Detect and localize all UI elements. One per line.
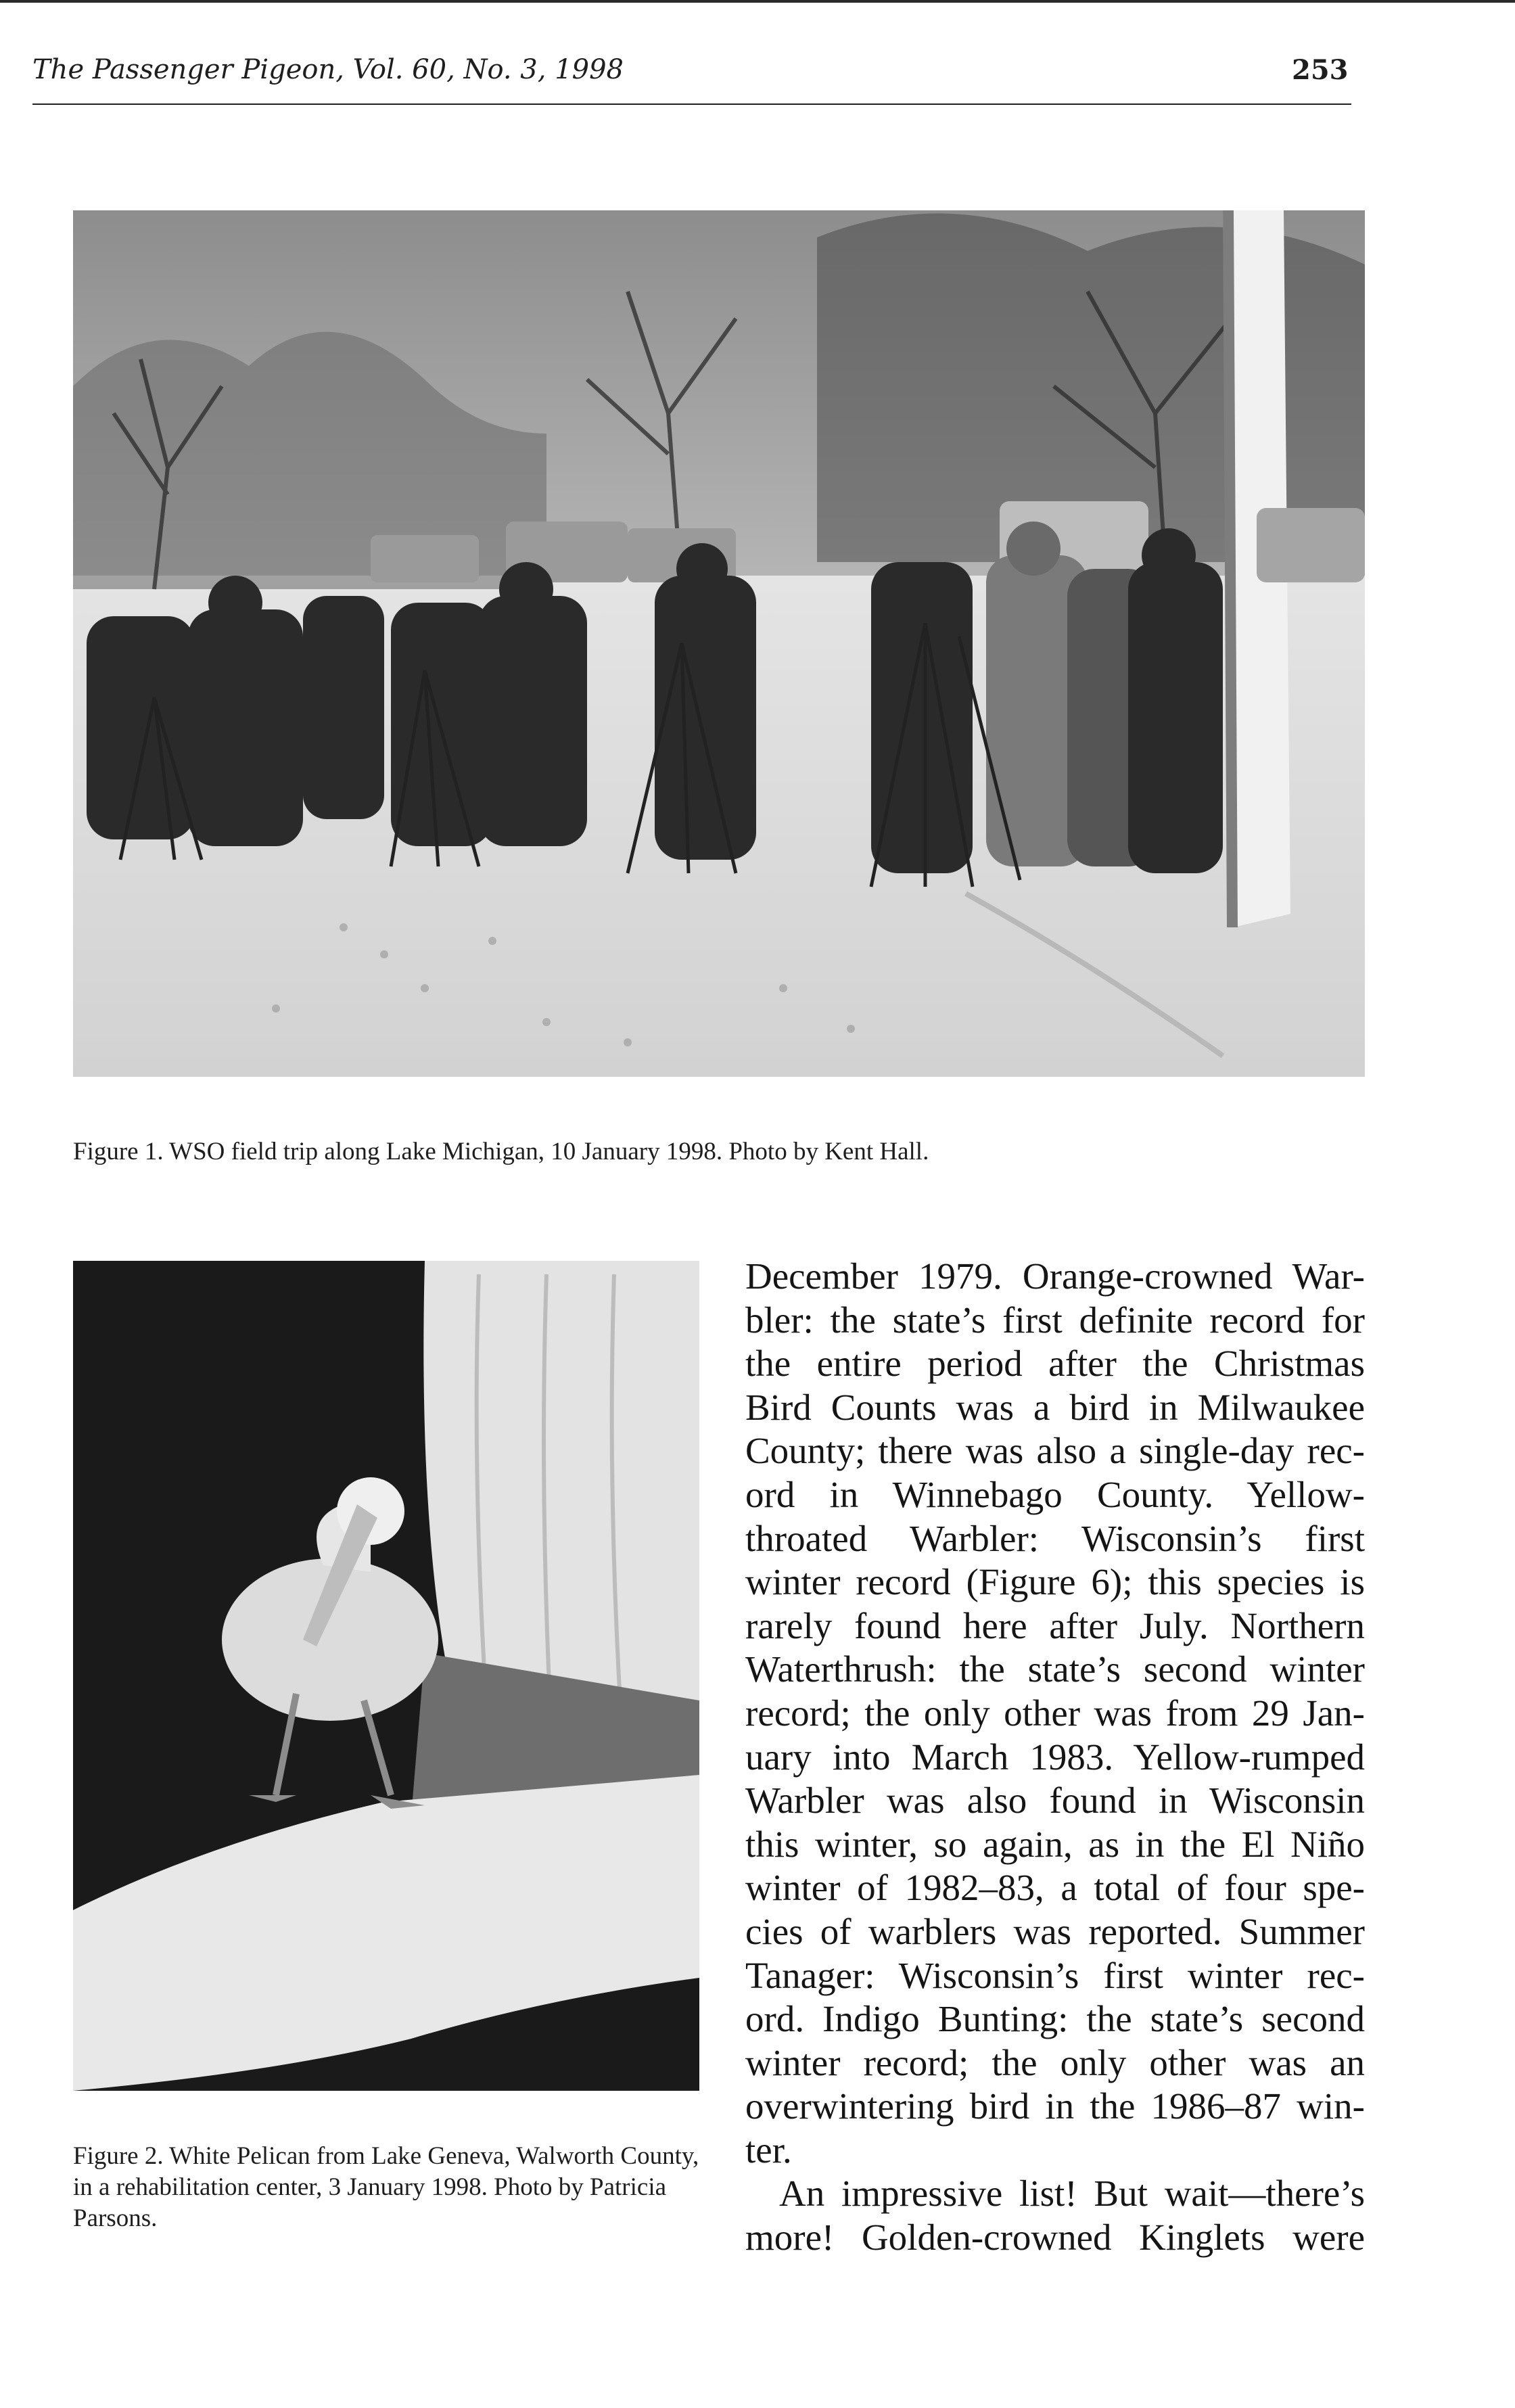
body-line: winter of 1982–83, a total of four spe-	[745, 1867, 1365, 1909]
body-line: this winter, so again, as in the El Niño	[745, 1823, 1365, 1865]
field-trip-photo-illustration	[73, 210, 1365, 1077]
figure-1-photo	[73, 210, 1365, 1077]
body-line: Tanager: Wisconsin’s first winter rec-	[745, 1954, 1365, 1996]
body-line: cies of warblers was reported. Summer	[745, 1910, 1365, 1952]
body-line: more! Golden-crowned Kinglets were	[745, 2217, 1365, 2259]
body-line: An impressive list! But wait—there’s	[779, 2173, 1365, 2215]
body-line: Warbler was also found in Wisconsin	[745, 1780, 1365, 1822]
body-line: ord in Winnebago County. Yellow-	[745, 1473, 1365, 1515]
body-line: overwintering bird in the 1986–87 win-	[745, 2085, 1365, 2127]
body-line: uary into March 1983. Yellow-rumped	[745, 1736, 1365, 1778]
body-line: the entire period after the Christmas	[745, 1343, 1365, 1385]
body-line: bler: the state’s first definite record for	[745, 1299, 1365, 1341]
body-line: winter record (Figure 6); this species is	[745, 1561, 1365, 1603]
body-line: County; there was also a single-day rec-	[745, 1430, 1365, 1472]
figure-1-caption: Figure 1. WSO field trip along Lake Michigan, 10 January 1998. Photo by Kent Hall.	[73, 1138, 929, 1165]
header-rule	[32, 103, 1351, 105]
running-title: The Passenger Pigeon, Vol. 60, No. 3, 1998	[32, 54, 624, 85]
body-line: December 1979. Orange-crowned War-	[745, 1255, 1365, 1297]
top-border-rule	[0, 0, 1515, 3]
body-line: ter.	[745, 2129, 792, 2171]
body-line: record; the only other was from 29 Jan-	[745, 1692, 1365, 1734]
figure-2-caption: Figure 2. White Pelican from Lake Geneva, Walworth County, in a rehabilitation center, 3 January 1998. Photo by Patricia Parsons.	[73, 2142, 699, 2232]
body-line: rarely found here after July. Northern	[745, 1604, 1365, 1646]
body-text-column	[745, 1255, 1365, 2260]
body-line: winter record; the only other was an	[745, 2041, 1365, 2083]
figure-2-photo	[73, 1261, 699, 2091]
body-line: Waterthrush: the state’s second winter	[745, 1648, 1365, 1690]
body-line: ord. Indigo Bunting: the state’s second	[745, 1998, 1365, 2040]
body-line: Bird Counts was a bird in Milwaukee	[745, 1386, 1365, 1428]
body-line: throated Warbler: Wisconsin’s first	[745, 1517, 1365, 1559]
page-number: 253	[1292, 54, 1349, 86]
pelican-photo-illustration	[73, 1261, 699, 2091]
